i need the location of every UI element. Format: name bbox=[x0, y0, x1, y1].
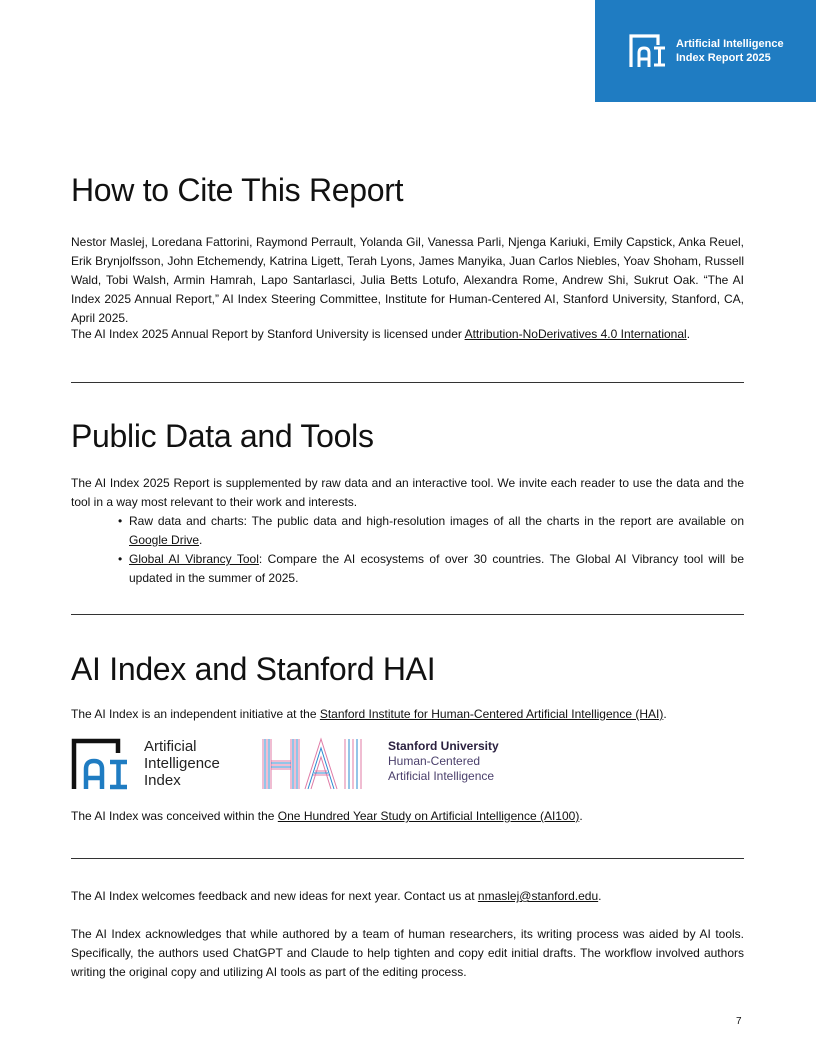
public-data-title: Public Data and Tools bbox=[71, 418, 374, 454]
ai-tools-acknowledgement: The AI Index acknowledges that while authored by a team of human researchers, its writing process was aided by AI tools. Specifically, the authors used ChatGPT and Claude to help tighten and copy edit initial drafts. The workflow involved authors writing the original copy and utilizing AI tools as part of the editing process. bbox=[71, 927, 744, 979]
license-prefix: The AI Index 2025 Annual Report by Stanford University is licensed under bbox=[71, 327, 465, 341]
cite-section bbox=[71, 172, 744, 209]
feedback-paragraph bbox=[71, 887, 744, 906]
list-item bbox=[118, 550, 744, 588]
report-badge bbox=[595, 0, 816, 102]
page-number: 7 bbox=[736, 1016, 742, 1027]
hai-logo-line-1: Stanford University bbox=[388, 739, 499, 753]
hai-title: AI Index and Stanford HAI bbox=[71, 651, 436, 687]
citation-text: Nestor Maslej, Loredana Fattorini, Raymond Perrault, Yolanda Gil, Vanessa Parli, Njenga Kariuki, Emily Capstick, Anka Reuel, Erik Brynjolfsson, John Etchemendy, Katrina Ligett, Terah Lyons, James Manyika, Juan Carlos Niebles, Yoav Shoham, Russell Wald, Tobi Walsh, Armin Hamrah, Lapo Santarlasci, Julia Betts Lotufo, Alexandra Rome, Andrew Shi, Sukrut Oak. “The AI Index 2025 Annual Report,” AI Index Steering Committee, Institute for Human-Centered AI, Stanford University, Stanford, CA, April 2025. bbox=[71, 235, 744, 325]
conceived-paragraph bbox=[71, 807, 744, 826]
vibrancy-tool-text: : Compare the AI ecosystems of over 30 countries. The Global AI Vibrancy tool will be updated in the summer of 2025. bbox=[129, 552, 744, 585]
divider bbox=[71, 858, 744, 859]
hai-logo-line-3: Artificial Intelligence bbox=[388, 769, 495, 783]
public-data-intro: The AI Index 2025 Report is supplemented by raw data and an interactive tool. We invite each reader to use the data and the tool in a way most relevant to their work and interests. bbox=[71, 476, 744, 509]
badge-title bbox=[676, 37, 784, 65]
badge-line-1: Artificial Intelligence bbox=[676, 38, 784, 50]
public-data-body bbox=[71, 474, 744, 588]
ai-logo-line-3: Index bbox=[144, 772, 181, 789]
ai100-link[interactable]: One Hundred Year Study on Artificial Intelligence (AI100) bbox=[277, 809, 580, 823]
ai-logo-line-2: Intelligence bbox=[144, 755, 220, 772]
conceived-prefix: The AI Index was conceived within the bbox=[71, 809, 278, 823]
partner-logos bbox=[71, 736, 744, 792]
divider bbox=[71, 382, 744, 383]
list-item bbox=[118, 512, 744, 550]
cite-body bbox=[71, 233, 744, 328]
ai-index-logo-icon bbox=[628, 33, 668, 69]
hai-logo-icon bbox=[261, 737, 379, 791]
raw-data-text: Raw data and charts: The public data and high-resolution images of all the charts in the report are available on bbox=[129, 514, 744, 528]
vibrancy-tool-link[interactable]: Global AI Vibrancy Tool bbox=[129, 552, 259, 566]
hai-logo-line-2: Human-Centered bbox=[388, 754, 481, 768]
license-link[interactable]: Attribution-NoDerivatives 4.0 International bbox=[464, 327, 687, 341]
conceived-suffix: . bbox=[579, 809, 583, 823]
feedback-prefix: The AI Index welcomes feedback and new ideas for next year. Contact us at bbox=[71, 889, 478, 903]
divider bbox=[71, 614, 744, 615]
hai-intro bbox=[71, 705, 744, 724]
hai-wordmark bbox=[388, 739, 499, 784]
google-drive-link[interactable]: Google Drive bbox=[129, 533, 200, 547]
cite-title: How to Cite This Report bbox=[71, 172, 404, 208]
ack-paragraph bbox=[71, 925, 744, 982]
hai-section bbox=[71, 651, 744, 688]
public-data-section bbox=[71, 418, 744, 455]
contact-email-link[interactable]: nmaslej@stanford.edu bbox=[477, 889, 599, 903]
stanford-hai-link[interactable]: Stanford Institute for Human-Centered Artificial Intelligence (HAI) bbox=[319, 707, 664, 721]
license-suffix: . bbox=[686, 327, 691, 341]
public-data-list bbox=[71, 512, 744, 588]
ai-index-wordmark bbox=[144, 738, 220, 789]
feedback-suffix: . bbox=[598, 889, 602, 903]
hai-intro-suffix: . bbox=[663, 707, 667, 721]
hai-intro-prefix: The AI Index is an independent initiative at the bbox=[71, 707, 320, 721]
badge-line-2: Index Report 2025 bbox=[676, 52, 771, 64]
ai-index-logo-icon bbox=[71, 738, 133, 792]
license-paragraph bbox=[71, 325, 744, 344]
raw-data-suffix: . bbox=[199, 533, 203, 547]
ai-logo-line-1: Artificial bbox=[144, 738, 197, 755]
